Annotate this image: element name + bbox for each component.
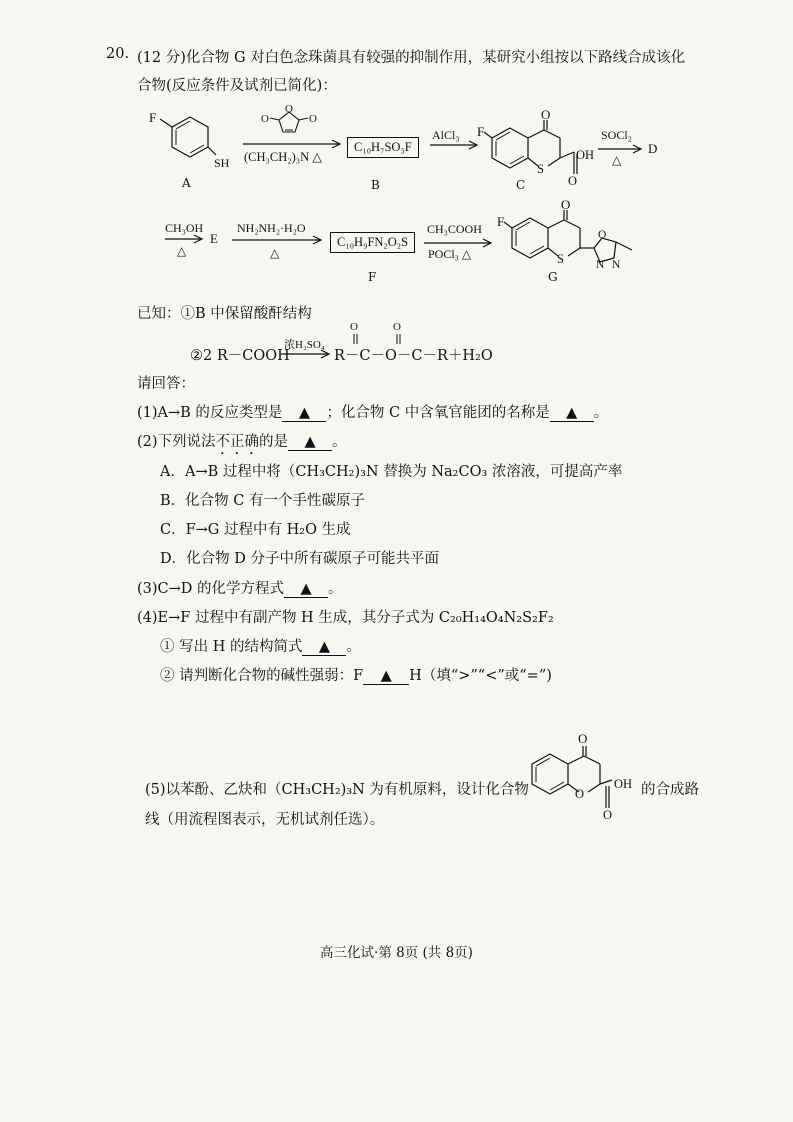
q5-line1-post: 的合成路 (641, 782, 699, 798)
reagent-3-below: △ (612, 153, 622, 167)
compound-a-f-atom: F (149, 110, 157, 125)
compound-g-f-atom: F (497, 214, 505, 229)
reagent-3-above: SOCl₂ (601, 128, 632, 142)
compound-g-n2: N (612, 259, 621, 271)
reagent-6-above: CH₃COOH (427, 222, 482, 236)
q2-part2: 的是 (259, 434, 289, 450)
q1-blank-2[interactable]: ▲ (550, 405, 594, 422)
known-equation-condition: 浓H₂SO₄ (284, 339, 325, 351)
question-intro-line2: 合物(反应条件及试剂已简化)： (137, 78, 337, 94)
known-equation-carbonyls (350, 330, 410, 344)
compound-c-oh-group: OH (576, 148, 595, 162)
reagent-2-above: AlCl₃ (432, 128, 460, 142)
page-footer: 高三化试·第 8页 (共 8页) (320, 945, 473, 961)
q2-emphasis: 不正确 (215, 434, 260, 450)
q1-line (137, 401, 608, 422)
compound-f-formula-box: C₁₀H₉FN₂O₂S (330, 232, 415, 253)
q2-end: 。 (332, 434, 347, 450)
q3-text: (3)C→D 的化学方程式 (137, 581, 285, 597)
q3-line (137, 577, 343, 598)
compound-g-ketone-o: O (561, 197, 571, 212)
compound-c-acid-o: O (568, 174, 578, 188)
option-b: B．化合物 C 有一个手性碳原子 (160, 493, 365, 509)
option-c: C．F→G 过程中有 H₂O 生成 (160, 522, 351, 538)
question-intro-line1: (12 分)化合物 G 对白色念珠菌具有较强的抑制作用，某研究小组按以下路线合成该化 (137, 50, 686, 66)
compound-g-s-atom: S (557, 252, 564, 266)
q5-line2: 线（用流程图表示，无机试剂任选）。 (145, 812, 385, 828)
compound-c-ketone-o: O (541, 107, 551, 122)
svg-text:O: O (261, 113, 269, 125)
q4-sub1-text: ① 写出 H 的结构简式 (160, 639, 303, 655)
compound-a-structure (150, 115, 220, 185)
reagent-5-above: NH₂NH₂·H₂O (237, 221, 306, 235)
q1-part2: ；化合物 C 中含氧官能团的名称是 (326, 405, 550, 421)
option-a: A．A→B 过程中将（CH₃CH₂)₃N 替换为 Na₂CO₃ 浓溶液，可提高产率 (160, 464, 623, 480)
compound-f-label: F (368, 270, 377, 284)
q5-structure-acid-o: O (603, 808, 613, 822)
compound-c-s-atom: S (537, 162, 544, 176)
q4-sub2-pre: ② 请判断化合物的碱性强弱：F (160, 668, 364, 684)
q1-part1: (1)A→B 的反应类型是 (137, 405, 283, 421)
q4-text: (4)E→F 过程中有副产物 H 生成，其分子式为 C₂₀H₁₄O₄N₂S₂F₂ (137, 610, 554, 626)
svg-text:O: O (285, 103, 293, 115)
q4-sub2-post: H（填“>”“<”或“=”) (409, 668, 552, 684)
q2-blank[interactable]: ▲ (288, 434, 332, 451)
known-equation-o-left: O (350, 321, 358, 333)
reagent-4-below: △ (177, 244, 187, 258)
known-title: 已知：①B 中保留酸酐结构 (137, 306, 312, 322)
q2-part1: (2)下列说法 (137, 434, 216, 450)
compound-e-label: E (210, 231, 218, 246)
q4-sub1-blank[interactable]: ▲ (302, 639, 346, 656)
q5-structure-ketone-o: O (578, 731, 588, 746)
q5-structure-ring-o: O (575, 787, 585, 801)
compound-c-f-atom: F (477, 124, 485, 139)
q4-sub2-blank[interactable]: ▲ (363, 668, 409, 685)
compound-b-label: B (371, 178, 380, 192)
compound-g-label: G (548, 270, 558, 284)
compound-g-structure (502, 208, 652, 288)
q5-line1-pre: (5)以苯酚、乙炔和（CH₃CH₂)₃N 为有机原料，设计化合物 (145, 782, 529, 798)
q5-structure-oh: OH (614, 777, 633, 791)
q3-blank[interactable]: ▲ (284, 581, 328, 598)
q3-end: 。 (328, 581, 343, 597)
q4-sub1-line (160, 635, 361, 656)
compound-a-sh-group: SH (214, 156, 230, 170)
reagent-1-below: (CH₃CH₂)₃N △ (244, 150, 322, 164)
q1-end: 。 (593, 405, 609, 421)
compound-d-label: D (648, 141, 658, 156)
svg-text:O: O (309, 113, 317, 125)
q4-sub1-end: 。 (346, 639, 361, 655)
answer-prompt: 请回答： (137, 376, 195, 392)
compound-c-label: C (516, 178, 526, 192)
known-equation-reactant: ②2 R－COOH (190, 348, 290, 364)
known-equation-o-right: O (393, 321, 401, 333)
reagent-4-above: CH₃OH (165, 221, 204, 235)
compound-b-formula-box: C₁₀H₇SO₃F (347, 137, 419, 158)
question-number: 20. (106, 46, 130, 62)
compound-g-ring-o: O (598, 229, 607, 241)
q4-sub2-line (160, 664, 552, 685)
compound-g-n1: N (596, 259, 605, 271)
reagent-5-below: △ (270, 246, 280, 260)
reagent-6-below: POCl₃ △ (428, 247, 472, 261)
compound-a-label: A (182, 176, 191, 190)
option-d: D．化合物 D 分子中所有碳原子可能共平面 (160, 551, 439, 567)
q1-blank-1[interactable]: ▲ (282, 405, 326, 422)
q2-line (137, 430, 347, 458)
known-equation-product: R－C－O－C－R＋H₂O (334, 348, 493, 364)
